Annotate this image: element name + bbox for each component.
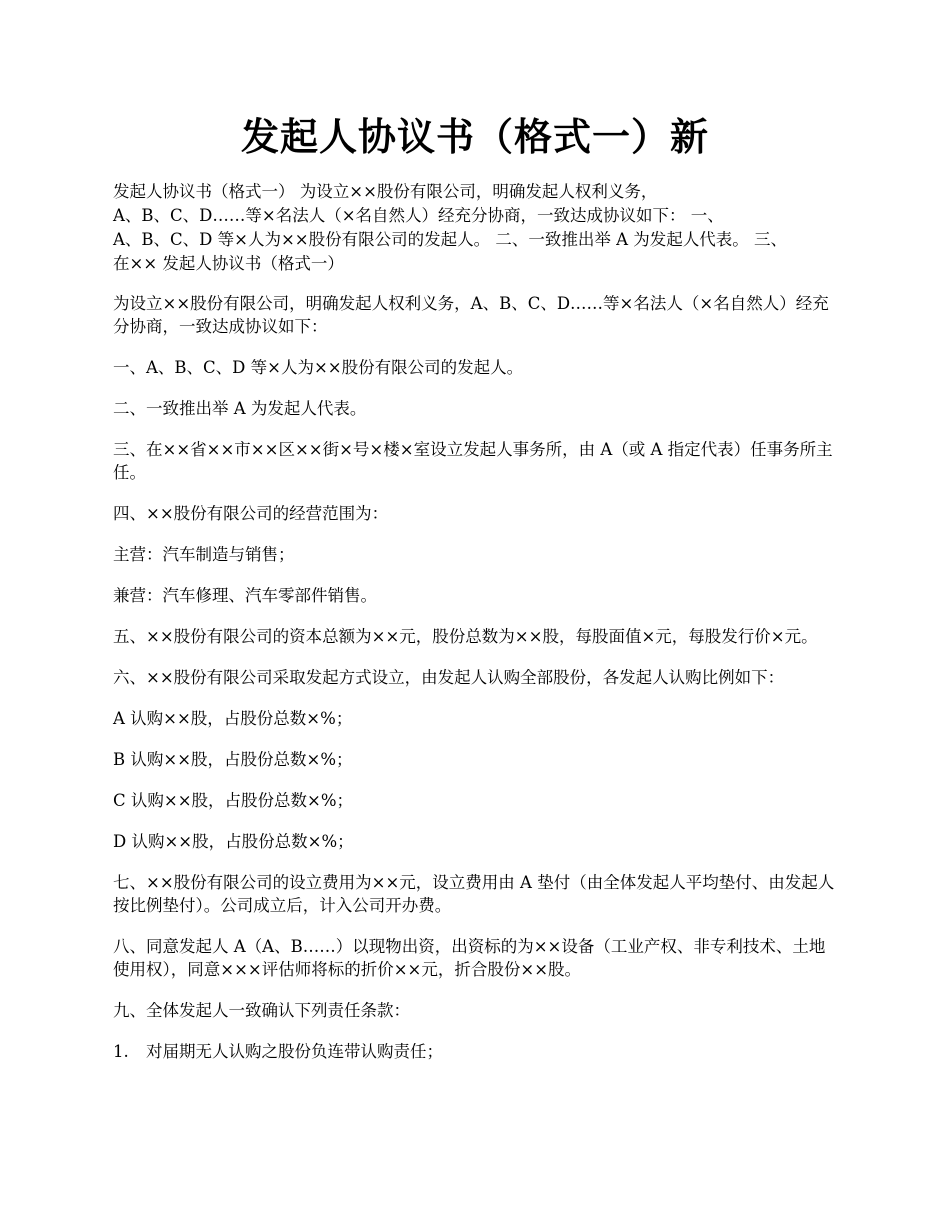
document-body xyxy=(113,292,835,1081)
paragraph-clause-2: 二、一致推出举 A 为发起人代表。 xyxy=(113,399,367,418)
paragraph-share-a: A 认购××股，占股份总数×%； xyxy=(113,709,353,728)
numbered-item xyxy=(113,1040,835,1063)
paragraph-clause-4: 四、××股份有限公司的经营范围为： xyxy=(113,504,389,523)
paragraph-share-c: C 认购××股，占股份总数×%； xyxy=(113,791,354,810)
intro-line: A、B、C、D……等×名法人（×名自然人）经充分协商，一致达成协议如下： 一、 xyxy=(113,206,724,225)
paragraph-clause-3: 三、在××省××市××区××街×号×楼×室设立发起人事务所，由 A（或 A 指定代表）任事务所主任。 xyxy=(113,440,833,482)
intro-line: 在×× 发起人协议书（格式一） xyxy=(113,254,344,273)
paragraph-clause-9: 九、全体发起人一致确认下列责任条款： xyxy=(113,1001,410,1020)
intro-block xyxy=(113,180,843,276)
paragraph-clause-7: 七、××股份有限公司的设立费用为××元，设立费用由 A 垫付（由全体发起人平均垫付、由发起人按比例垫付）。公司成立后，计入公司开办费。 xyxy=(113,873,835,915)
paragraph-clause-6: 六、××股份有限公司采取发起方式设立，由发起人认购全部股份，各发起人认购比例如下： xyxy=(113,668,785,687)
paragraph-clause-5: 五、××股份有限公司的资本总额为××元，股份总数为××股，每股面值×元，每股发行价×元。 xyxy=(113,627,818,646)
intro-line: 发起人协议书（格式一） 为设立××股份有限公司，明确发起人权利义务， xyxy=(113,182,658,201)
item-text: 对届期无人认购之股份负连带认购责任； xyxy=(146,1042,443,1061)
document-title: 发起人协议书（格式一）新 xyxy=(240,114,709,159)
item-number: 1. xyxy=(113,1042,129,1061)
intro-line: A、B、C、D 等×人为××股份有限公司的发起人。 二、一致推出举 A 为发起人代表。 三、 xyxy=(113,230,788,249)
paragraph-clause-1: 一、A、B、C、D 等×人为××股份有限公司的发起人。 xyxy=(113,358,524,377)
paragraph-preamble: 为设立××股份有限公司，明确发起人权利义务，A、B、C、D……等×名法人（×名自然人）经充分协商，一致达成协议如下： xyxy=(113,294,829,336)
paragraph-side-business: 兼营：汽车修理、汽车零部件销售。 xyxy=(113,586,377,605)
paragraph-share-b: B 认购××股，占股份总数×%； xyxy=(113,750,353,769)
paragraph-clause-8: 八、同意发起人 A（A、B……）以现物出资，出资标的为××设备（工业产权、非专利技术、土地使用权），同意×××评估师将标的折价××元，折合股份××股。 xyxy=(113,937,826,979)
paragraph-share-d: D 认购××股，占股份总数×%； xyxy=(113,832,354,851)
paragraph-main-business: 主营：汽车制造与销售； xyxy=(113,545,295,564)
